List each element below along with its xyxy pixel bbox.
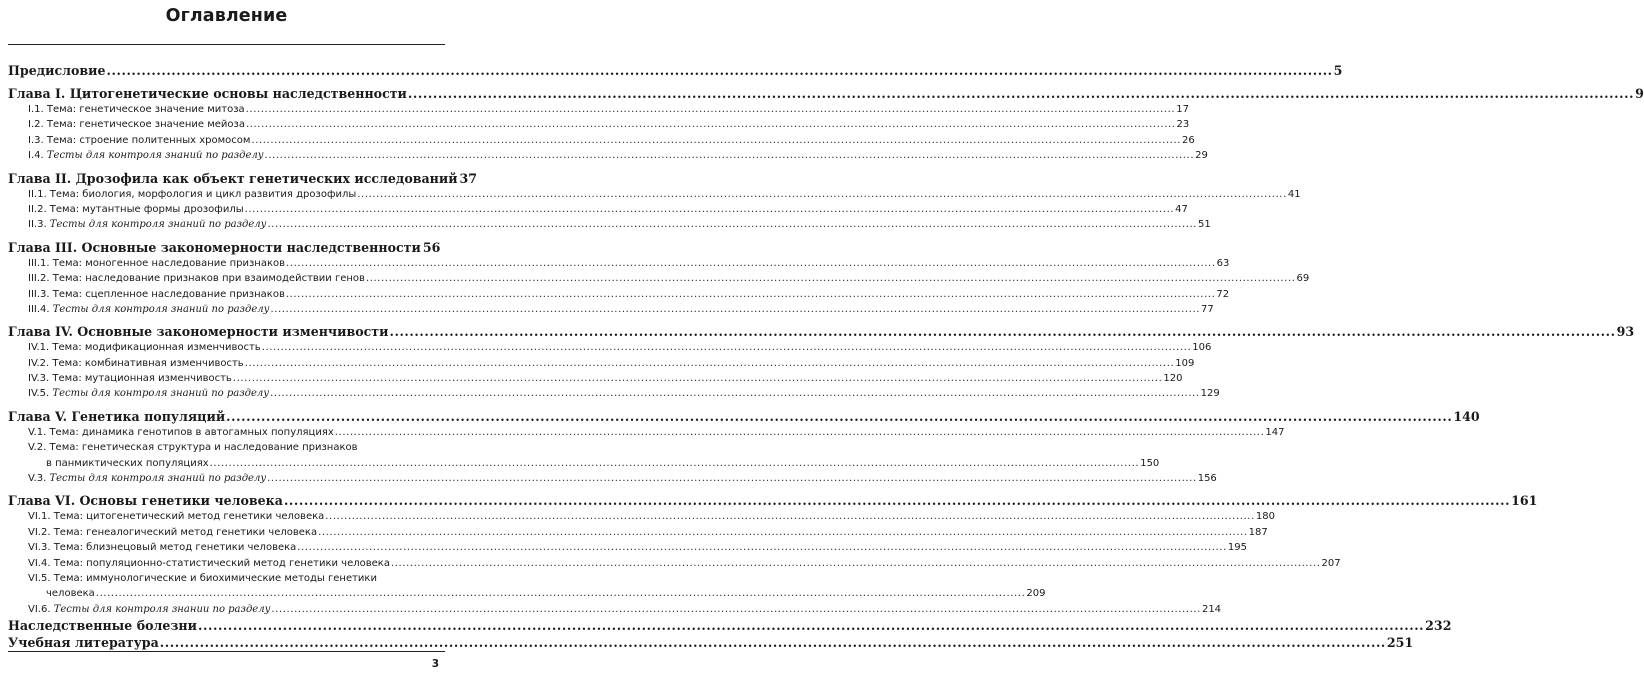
toc-entry-title-italic: Тесты для контроля знаний по разделу	[52, 303, 270, 315]
toc-chapter[interactable]	[8, 239, 440, 256]
dot-leader	[107, 62, 1333, 79]
toc-entry[interactable]	[8, 456, 1160, 471]
toc-entry[interactable]	[8, 586, 1046, 601]
toc-chapter[interactable]	[8, 62, 1343, 79]
dot-leader	[297, 540, 1227, 555]
toc-entry-title: VI.1. Тема: цитогенетический метод генетики человека	[28, 511, 325, 523]
dot-leader	[286, 256, 1216, 271]
dot-leader	[265, 148, 1195, 163]
toc-entry[interactable]	[8, 525, 1268, 540]
toc-entry-title-italic: Тесты для контроля знаний по разделу	[49, 473, 267, 485]
toc-entry-title: Наследственные болезни	[8, 618, 197, 634]
dot-leader	[251, 133, 1181, 148]
toc-chapter[interactable]	[8, 170, 478, 187]
toc-chapter[interactable]	[8, 408, 1480, 425]
toc-page-number: 207	[1321, 557, 1341, 569]
toc-page-number: 120	[1163, 373, 1183, 385]
toc-entry-title: V.1. Тема: динамика генотипов в автогамных популяциях	[28, 426, 334, 438]
toc-page-number: 209	[1026, 588, 1046, 600]
toc-page-number: 51	[1198, 219, 1211, 231]
toc-page-number: 147	[1265, 426, 1285, 438]
toc-entry[interactable]	[8, 287, 1230, 302]
dot-leader	[246, 102, 1176, 117]
bottom-rule	[8, 651, 445, 652]
toc-entry[interactable]	[8, 356, 1195, 371]
toc-page-number: 9	[1635, 86, 1644, 101]
toc-entry-title: человека	[46, 588, 95, 600]
toc-chapter[interactable]	[8, 323, 1635, 340]
toc-page-number: 77	[1201, 303, 1214, 315]
toc-entry-title: VI.3. Тема: близнецовый метод генетики человека	[28, 542, 297, 554]
dot-leader	[245, 202, 1175, 217]
toc-entry[interactable]	[8, 117, 1190, 132]
dot-leader	[233, 371, 1163, 386]
toc-entry-line: VI.5. Тема: иммунологические и биохимические методы генетики	[28, 572, 377, 584]
dot-leader	[335, 425, 1265, 440]
toc-page-number: 180	[1255, 511, 1275, 523]
toc-page-number: 214	[1201, 603, 1222, 615]
dot-leader	[271, 602, 1201, 617]
toc-page-number: 5	[1333, 63, 1343, 78]
toc-page-number: 251	[1386, 635, 1414, 651]
toc-entry-title: II.2. Тема: мутантные формы дрозофилы	[28, 203, 244, 215]
dot-leader	[267, 471, 1197, 486]
dot-leader	[226, 408, 1452, 425]
toc-page-number: 109	[1175, 357, 1195, 369]
toc-entry-title: VI.4. Тема: популяционно-статистический метод генетики человека	[28, 557, 390, 569]
toc-entry-title: Глава I. Цитогенетические основы наследственности	[8, 86, 407, 101]
toc-entry-title: Глава III. Основные закономерности наследственности	[8, 239, 421, 255]
toc-page-number: 56	[422, 239, 441, 255]
toc-page-number: 195	[1227, 542, 1247, 554]
toc-page-number: 37	[459, 170, 478, 186]
toc-entry[interactable]	[8, 371, 1183, 386]
toc-entry-number: II.3.	[28, 219, 50, 231]
dot-leader	[96, 586, 1026, 601]
toc-entry[interactable]	[8, 471, 1217, 486]
toc-page-number: 69	[1296, 273, 1310, 285]
toc-entry[interactable]	[8, 540, 1247, 555]
toc-page-number: 161	[1511, 493, 1538, 509]
toc-entry-title-italic: Тесты для контроля знаний по разделу	[49, 219, 267, 231]
toc-page-number: 140	[1453, 408, 1480, 424]
toc-page-number: 17	[1176, 104, 1189, 115]
toc-entry-title: IV.2. Тема: комбинативная изменчивость	[28, 357, 244, 369]
toc-entry-title: I.3. Тема: строение политенных хромосом	[28, 134, 251, 146]
dot-leader	[160, 634, 1386, 651]
toc-chapter[interactable]	[8, 85, 1644, 102]
toc-entry[interactable]	[8, 148, 1208, 163]
toc-page-number: 106	[1192, 342, 1212, 354]
toc-entry[interactable]	[8, 302, 1214, 317]
toc-entry[interactable]	[8, 102, 1189, 117]
dot-leader	[318, 525, 1248, 540]
toc-entry-title-italic: Тесты для контроля знаний по разделу	[52, 388, 270, 400]
dot-leader	[284, 492, 1510, 509]
toc-chapter[interactable]	[8, 492, 1538, 509]
toc-entry-title: Глава VI. Основы генетики человека	[8, 493, 283, 509]
toc-entry-number: IV.5.	[28, 388, 53, 400]
toc-entry[interactable]	[8, 425, 1285, 440]
dot-leader	[267, 217, 1197, 232]
dot-leader	[325, 509, 1255, 524]
toc-page-number: 63	[1216, 257, 1230, 269]
toc-entry-title	[28, 602, 270, 617]
toc-entry-title-italic: Тесты для контроля знаний по разделу	[46, 150, 264, 162]
dot-leader	[286, 287, 1216, 302]
dot-leader	[389, 323, 1615, 340]
toc-entry-title: Глава II. Дрозофила как объект генетических исследований	[8, 170, 458, 186]
toc-entry-number: V.3.	[28, 473, 50, 485]
toc-entry-title: IV.3. Тема: мутационная изменчивость	[28, 373, 232, 385]
dot-leader	[245, 356, 1175, 371]
toc-page-number: 23	[1176, 119, 1190, 131]
dot-leader	[357, 187, 1287, 202]
toc-entry-title: II.1. Тема: биология, морфология и цикл развития дрозофилы	[28, 188, 357, 200]
toc-entry-title	[28, 148, 264, 163]
toc-entry[interactable]	[8, 386, 1220, 401]
toc-page-number: 150	[1140, 457, 1160, 469]
toc-entry-title	[28, 302, 269, 317]
toc-page-number: 72	[1216, 288, 1230, 300]
toc-entry-title: I.1. Тема: генетическое значение митоза	[28, 104, 245, 115]
toc-page-number: 93	[1616, 324, 1635, 340]
dot-leader	[366, 271, 1296, 286]
toc-entry[interactable]	[8, 556, 1341, 571]
toc-entry[interactable]	[8, 340, 1212, 355]
toc-entry[interactable]	[8, 217, 1211, 232]
page-number: 3	[431, 658, 439, 670]
top-rule	[8, 44, 445, 45]
toc-page-number: 26	[1182, 134, 1195, 146]
toc-chapter[interactable]	[8, 634, 1414, 651]
dot-leader	[246, 117, 1176, 132]
page-title: Оглавление	[165, 6, 288, 26]
toc-entry-title: Предисловие	[8, 63, 106, 78]
toc-page-number: 187	[1248, 526, 1268, 538]
dot-leader	[391, 556, 1321, 571]
toc-entry[interactable]	[8, 271, 1310, 286]
toc-entry-title: Глава IV. Основные закономерности изменчивости	[8, 324, 389, 340]
toc-entry-title	[28, 217, 266, 232]
dot-leader	[262, 340, 1192, 355]
dot-leader	[270, 386, 1200, 401]
toc-page-number: 232	[1425, 618, 1452, 634]
toc-chapter[interactable]	[8, 617, 1452, 634]
toc-entry-title: III.2. Тема: наследование признаков при взаимодействии генов	[28, 273, 365, 285]
toc-entry-title: III.3. Тема: сцепленное наследование признаков	[28, 288, 285, 300]
toc-entry-title	[28, 386, 269, 401]
toc-entry-title: I.2. Тема: генетическое значение мейоза	[28, 119, 245, 131]
toc-entry-title: III.1. Тема: моногенное наследование признаков	[28, 257, 286, 269]
toc-entry-title	[28, 471, 266, 486]
toc-page-number: 129	[1200, 388, 1220, 400]
toc-page-number: 41	[1287, 188, 1301, 200]
toc-entry-title: Глава V. Генетика популяций	[8, 408, 226, 424]
toc-page-number: 29	[1195, 150, 1208, 162]
dot-leader	[210, 456, 1140, 471]
toc-entry-number: VI.6.	[28, 603, 54, 615]
toc-entry[interactable]	[8, 187, 1301, 202]
toc-entry-title: в панмиктических популяциях	[46, 457, 209, 469]
toc-entry[interactable]	[8, 202, 1188, 217]
dot-leader	[270, 302, 1200, 317]
dot-leader	[198, 617, 1424, 634]
toc-entry[interactable]	[8, 256, 1230, 271]
toc-entry-line: V.2. Тема: генетическая структура и наследование признаков	[28, 442, 358, 454]
toc-page-number: 156	[1197, 473, 1217, 485]
toc-entry-number: I.4.	[28, 150, 47, 162]
toc-page-number: 47	[1175, 203, 1188, 215]
table-of-contents	[8, 62, 1644, 651]
toc-entry-title: VI.2. Тема: генеалогический метод генетики человека	[28, 526, 318, 538]
toc-entry-title: IV.1. Тема: модификационная изменчивость	[28, 342, 261, 354]
dot-leader	[408, 85, 1634, 102]
toc-entry[interactable]	[8, 133, 1195, 148]
toc-entry[interactable]	[8, 602, 1222, 617]
toc-entry-number: III.4.	[28, 303, 53, 315]
toc-entry-title-italic: Тесты для контроля знании по разделу	[53, 603, 271, 615]
toc-entry-title: Учебная литература	[8, 635, 159, 651]
toc-entry[interactable]	[8, 509, 1275, 524]
